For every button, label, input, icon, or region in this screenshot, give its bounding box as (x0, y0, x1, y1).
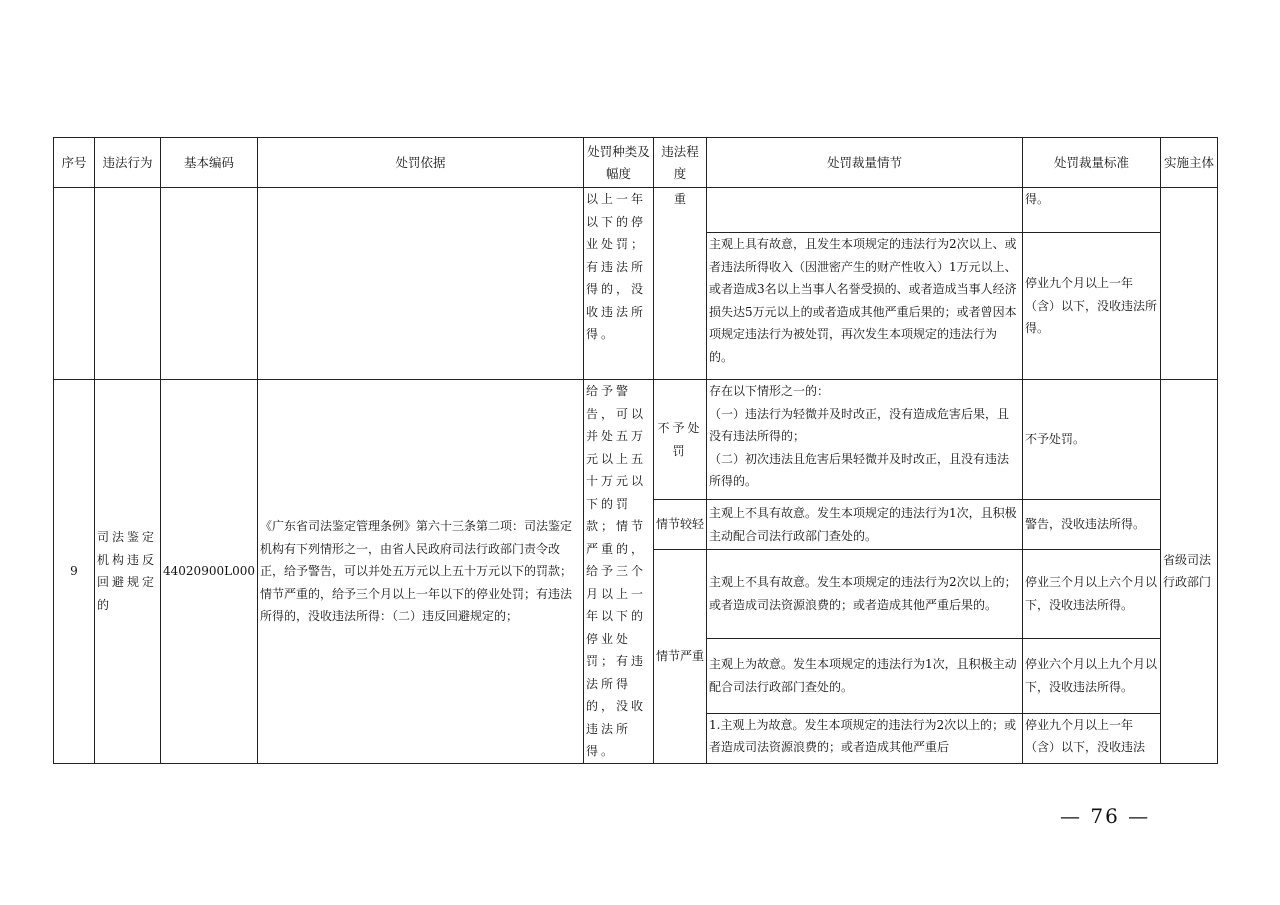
header-degree: 违法程度 (654, 138, 707, 188)
cont-std-top-cell: 得。 (1023, 188, 1161, 233)
cont-act-cell (95, 188, 161, 380)
circ-none-cell (707, 380, 1023, 500)
violation-cell: 司法鉴定机构违反回避规定的 (95, 380, 161, 764)
std-heavy-3-cell: 停业九个月以上一年（含）以下，没收违法 (1023, 713, 1161, 763)
circ-heavy-2-cell: 主观上为故意。发生本项规定的违法行为1次，且积极主动配合司法行政部门查处的。 (707, 638, 1023, 713)
page-number: — 76 — (1060, 804, 1151, 828)
cont-degree-cell: 重 (654, 188, 707, 380)
degree-none-cell: 不予处罚 (654, 380, 707, 500)
type-cell: 给予警告，可以并处五万元以上五十万元以下的罚款；情节严重的，给予三个月以上一年以下的停业处罚；有违法所得的，没收违法所得。 (584, 380, 654, 764)
cont-circ-cell: 主观上具有故意，且发生本项规定的违法行为2次以上、或者违法所得收入（因泄密产生的财产性收入）1万元以上、或者造成3名以上当事人名誉受损的、或者造成当事人经济损失达5万元以上的或者造成其他严重后果的；或者曾因本项规定违法行为被处罚，再次发生本项规定的违法行为的。 (707, 233, 1023, 380)
header-row (54, 138, 1218, 188)
std-heavy-2-cell: 停业六个月以上九个月以下，没收违法所得。 (1023, 638, 1161, 713)
cont-seq-cell (54, 188, 95, 380)
std-light-cell: 警告，没收违法所得。 (1023, 500, 1161, 550)
circ-none-line: （一）违法行为轻微并及时改正，没有造成危害后果，且没有违法所得的； (709, 406, 1010, 443)
cont-std-cell: 停业九个月以上一年（含）以下，没收违法所得。 (1023, 233, 1161, 380)
subject-cell: 省级司法行政部门 (1161, 380, 1218, 764)
header-code: 基本编码 (161, 138, 258, 188)
cont-subject-cell (1161, 188, 1218, 380)
degree-heavy-cell: 情节严重 (654, 550, 707, 764)
header-act: 违法行为 (95, 138, 161, 188)
circ-heavy-3-cell: 1.主观上为故意。发生本项规定的违法行为2次以上的；或者造成司法资源浪费的；或者造成其他严重后 (707, 713, 1023, 763)
header-basis: 处罚依据 (258, 138, 584, 188)
basis-cell: 《广东省司法鉴定管理条例》第六十三条第二项：司法鉴定机构有下列情形之一，由省人民政府司法行政部门责令改正，给予警告，可以并处五万元以上五十万元以下的罚款；情节严重的，给予三个月以上一年以下的停业处罚；有违法所得的，没收违法所得：（二）违反回避规定的； (258, 380, 584, 764)
circ-none-line: 存在以下情形之一的： (709, 384, 830, 398)
code-cell: 44020900L000 (161, 380, 258, 764)
header-standard: 处罚裁量标准 (1023, 138, 1161, 188)
std-none-cell: 不予处罚。 (1023, 380, 1161, 500)
circ-heavy-1-cell: 主观上不具有故意。发生本项规定的违法行为2次以上的；或者造成司法资源浪费的；或者造成其他严重后果的。 (707, 550, 1023, 639)
cont-basis-cell (258, 188, 584, 380)
header-subject: 实施主体 (1161, 138, 1218, 188)
degree-light-cell: 情节较轻 (654, 500, 707, 550)
header-circumstances: 处罚裁量情节 (707, 138, 1023, 188)
std-heavy-1-cell: 停业三个月以上六个月以下，没收违法所得。 (1023, 550, 1161, 639)
circ-none-line: （二）初次违法且危害后果轻微并及时改正，且没有违法所得的。 (709, 451, 1010, 488)
header-seq: 序号 (54, 138, 95, 188)
penalty-table (53, 137, 1218, 764)
table-row (54, 188, 1218, 233)
cont-code-cell (161, 188, 258, 380)
table-row (54, 380, 1218, 500)
seq-cell: 9 (54, 380, 95, 764)
cont-type-cell: 以上一年以下的停业处罚；有违法所得的，没收违法所得。 (584, 188, 654, 380)
cont-circ-empty-cell (707, 188, 1023, 233)
circ-light-cell: 主观上不具有故意。发生本项规定的违法行为1次，且积极主动配合司法行政部门查处的。 (707, 500, 1023, 550)
header-type: 处罚种类及幅度 (584, 138, 654, 188)
